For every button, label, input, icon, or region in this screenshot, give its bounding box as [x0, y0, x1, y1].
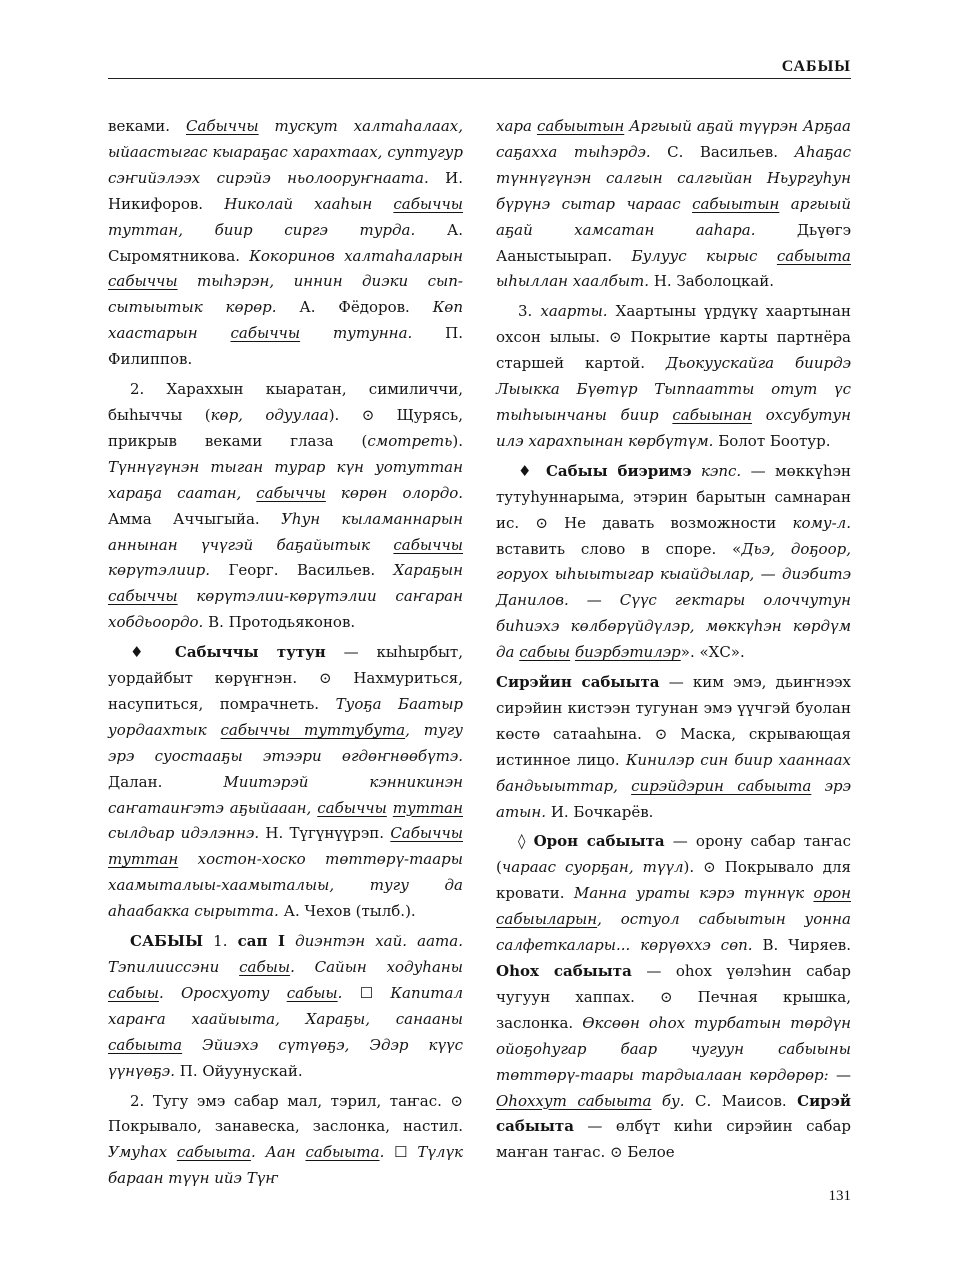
text-run: А. Фёдоров.	[276, 298, 433, 317]
text-run: кэпс.	[691, 461, 742, 480]
text-run: ).	[452, 431, 463, 450]
text-run: — кыһырбыт, уордайбыт көрүҥнэн. ⊙ Нахмуриться, насупиться, помрачнеть.	[108, 643, 463, 713]
right-column	[496, 114, 851, 1170]
headword: сап I	[237, 932, 286, 951]
text-run: А. Сыромятникова.	[108, 220, 463, 265]
example-keyword: сабыытын	[536, 117, 625, 135]
text-run: Туоҕа Баатыр уордаахтык	[108, 694, 464, 739]
example-keyword: сабыыта	[776, 246, 851, 265]
example-keyword: Сабыччы	[185, 117, 259, 135]
example-keyword: сабыытын	[692, 194, 780, 213]
text-run: туттан, биир сиргэ турда.	[108, 220, 416, 239]
text-run: Көп хаастарын	[108, 298, 463, 343]
text-run: — ким эмэ, дьиҥнээх сирэйин кистээн тугунан эмэ үүчгэй буолан көстө сатааһына. ⊙ Маска, скрывающая истинное лицо.	[496, 673, 851, 769]
text-run: Хараҕын	[393, 561, 463, 580]
text-run: көр, одуулаа	[210, 405, 329, 424]
text-run: ». «ХС».	[680, 643, 745, 662]
dictionary-paragraph	[108, 640, 463, 925]
text-run: . Сайын ходуһаны	[290, 958, 463, 976]
example-keyword: туттан	[392, 798, 463, 817]
text-run: , остуол сабыытын уонна салфеткалары... көрүөххэ сөп.	[496, 910, 851, 955]
example-keyword: биэрбэтилэр	[574, 643, 681, 662]
text-run: — мөккүһэн тутуһуннарыма, этэрин барытын самнаран ис. ⊙ Не давать возможности	[496, 461, 851, 532]
headword: Сирэйин сабыыта	[496, 673, 660, 692]
example-keyword: сабыччы	[108, 272, 178, 291]
text-run: — орону сабар таҥас (	[496, 832, 851, 877]
example-keyword: сабыччы	[393, 194, 463, 213]
example-keyword: сабыччы	[256, 483, 326, 502]
text-run: Умуһах	[108, 1143, 177, 1162]
text-run: Манна ураты кэрэ түннүк	[573, 884, 814, 903]
example-keyword: Сабыччы туттан	[108, 824, 463, 869]
headword: ♦ Сабыы биэримэ	[518, 461, 692, 480]
text-run: тускут халтаһалаах, ыйаастыгас кыараҕас харахтаах, суптугур сэҥийэлээх сирэйэ ньолооруҥнаата.	[108, 117, 464, 187]
text-run: ☐	[359, 983, 391, 1002]
dictionary-paragraph	[108, 1089, 463, 1193]
text-run: Кинилэр син биир хааннаах бандьыыттар,	[496, 750, 852, 795]
example-keyword: сабыччы	[108, 587, 178, 606]
dictionary-paragraph	[108, 377, 463, 636]
text-run: ◊	[518, 832, 534, 851]
text-run: . Аан	[250, 1143, 306, 1162]
text-run: Н. Түгүнүүрэп.	[259, 824, 391, 843]
headword: Орон сабыыта	[533, 832, 665, 851]
text-run: С. Маисов.	[684, 1091, 798, 1110]
text-run: И. Бочкарёв.	[546, 802, 654, 821]
text-run: смотреть	[367, 431, 453, 450]
example-keyword: сирэйдэрин сабыыта	[631, 776, 812, 795]
dictionary-paragraph	[496, 829, 851, 1166]
text-run: ыһыллан хаалбыт.	[496, 272, 650, 291]
example-keyword: Оһоххут сабыыта	[496, 1091, 652, 1110]
text-run: ). ⊙ Щурясь, прикрыв веками глаза (	[108, 405, 463, 450]
text-run: 3.	[518, 302, 541, 321]
example-keyword: сабыччы	[393, 535, 463, 554]
text-run: Аргыый аҕай түүрэн Арҕаа саҕахха тыһэрдэ.	[496, 117, 851, 161]
text-run: Уһун кыламаннарын аннынан үчүгэй баҕайытык	[108, 509, 463, 554]
page-number: 131	[828, 1188, 851, 1204]
text-run: . Оросхуоту	[158, 983, 287, 1002]
text-run: Н. Заболоцкай.	[649, 272, 775, 291]
text-run: Аһаҕас түннүгүнэн салгын салгыйан Ньургуһун бүрүнэ сытар чараас	[496, 142, 851, 213]
text-run: И. Никифоров.	[108, 168, 463, 213]
headword: САБЫЫ	[130, 932, 204, 951]
dictionary-paragraph	[496, 459, 851, 666]
text-run: 2. Хараххын кыаратан, симиличчи, быһыччы (	[108, 380, 463, 424]
text-run: сылдьар идэлэннэ.	[108, 824, 260, 843]
text-run: көрөн олордо.	[325, 483, 463, 502]
running-header: САБЫЫ	[781, 58, 851, 75]
headword: Сирэй сабыыта	[496, 1091, 851, 1136]
headword: Оһох сабыыта	[496, 962, 632, 980]
example-keyword: сабыччы	[317, 798, 387, 817]
dictionary-paragraph	[108, 114, 463, 373]
text-run: П. Ойуунускай.	[174, 1061, 303, 1080]
text-run: хаарты.	[540, 302, 608, 321]
dictionary-paragraph	[496, 299, 851, 454]
text-run: көрүтэлии-көрүтэлии саҥаран хобдьоордо.	[108, 587, 463, 632]
dictionary-paragraph	[108, 929, 463, 1084]
text-run: Николай хааһын	[224, 194, 394, 213]
text-run: ). ⊙ Покрывало для кровати.	[496, 858, 851, 903]
text-run: Капитал хараҥа хаайыыта, Хараҕы, санааны	[108, 983, 463, 1028]
text-run: С. Васильев.	[650, 142, 795, 161]
example-keyword: сабыыта	[108, 1035, 183, 1054]
example-keyword: сабыччы туттубута	[220, 720, 406, 739]
text-run: көрүтэлиир.	[108, 561, 211, 580]
text-run: Георг. Васильев.	[210, 561, 394, 580]
text-run: П. Филиппов.	[108, 324, 463, 369]
text-run: Түннүгүнэн тыган турар күн уотуттан хараҕа саатан,	[108, 457, 463, 502]
text-run: Амма Аччыгыйа.	[108, 509, 282, 528]
text-run: Түлүк бараан түүн ийэ Түҥ	[108, 1143, 463, 1188]
text-run: бу.	[651, 1091, 685, 1110]
text-run: Булуус кырыс	[631, 246, 777, 265]
text-run: тутунна.	[300, 324, 413, 343]
headword: ♦ Сабыччы тутун	[130, 643, 326, 662]
text-run: 2. Тугу эмэ сабар мал, тэрил, таҥас. ⊙ Покрывало, занавеска, заслонка, настил.	[108, 1091, 463, 1136]
text-run: — оһох үөлэһин сабар чугуун хаппах. ⊙ Печная крышка, заслонка.	[496, 962, 852, 1032]
text-run: — өлбүт киһи сирэйин сабар маҥан таҥас. ⊙ Белое	[496, 1117, 851, 1162]
text-run: Дьүөгэ Ааныстыырап.	[496, 220, 851, 265]
text-run: Болот Боотур.	[713, 431, 831, 450]
text-run: Миитэрэй кэнникинэн саҥатаиҥэтэ аҕыйааан,	[108, 772, 463, 817]
example-keyword: сабыынан	[672, 405, 752, 424]
text-run: чараас суорҕан, түүл	[501, 858, 684, 877]
example-keyword: сабыччы	[230, 324, 301, 343]
text-run: Дьокуускайга биирдэ Лыыкка Бүөтүр Тыппаатты отут үс тыһыынчаны биир	[496, 354, 851, 424]
text-run: тыһэрэн, иннин диэки сып-сытыытык көрөр.	[108, 272, 463, 317]
example-keyword: сабыыта	[305, 1143, 380, 1162]
text-run: Дьэ, доҕоор, горуох ыһыытыгар кыайдылар, — диэбитэ Данилов. — Сүүс гектары олоччутун биһиэхэ көлбөрүйдүлэр, мөккүһэн көрдүм да	[496, 539, 851, 662]
example-keyword: сабыы	[108, 983, 159, 1002]
dictionary-paragraph	[496, 670, 851, 825]
text-run: 1.	[203, 932, 238, 951]
dictionary-paragraph	[496, 114, 851, 295]
text-run: А. Чехов (тылб.).	[278, 902, 416, 921]
text-run: , тугу эрэ суостааҕы этээри өгдөҥнөөбүтэ.	[108, 720, 463, 765]
text-run: кому-л.	[792, 513, 851, 532]
text-run: веками.	[108, 117, 186, 135]
example-keyword: сабыы	[239, 958, 291, 976]
text-run: вставить слово в споре. «	[496, 539, 742, 558]
text-run: Тэпилииссэни	[108, 958, 240, 976]
example-keyword: сабыы	[286, 983, 338, 1002]
text-run: хара	[496, 117, 537, 135]
header-rule	[108, 78, 851, 79]
text-run: Өксөөн оһох турбатын төрдүн ойоҕоһугар баар чугуун сабыыны төттөрү-таары тардыалаан көрдөрөр: —	[496, 1013, 851, 1084]
text-run: Эйиэхэ сүтүөҕэ, Эдэр күүс үүнүөҕэ.	[108, 1035, 463, 1080]
text-run: Кокоринов халтаһаларын	[249, 246, 463, 265]
example-keyword: сабыыта	[176, 1143, 251, 1162]
text-run: ☐	[394, 1143, 418, 1162]
example-keyword: орон сабыыларын	[496, 884, 851, 929]
left-column	[108, 114, 463, 1196]
text-run: В. Чиряев.	[752, 936, 852, 955]
text-run: .	[337, 983, 360, 1002]
text-run: аргыый аҕай хамсатан ааһара.	[496, 194, 851, 239]
text-run: Далан.	[108, 772, 224, 791]
text-run: диэнтэн хай. аата.	[285, 932, 463, 951]
example-keyword: сабыы	[519, 643, 571, 662]
text-run: хостон-хоско төттөрү-таары хаамыталыы-хаамыталыы, тугу да аһаабакка сырытта.	[108, 850, 463, 921]
text-run: охсубутун илэ харахпынан көрбүтүм.	[496, 405, 851, 450]
text-run: .	[379, 1143, 395, 1162]
text-run: Хаартыны үрдүкү хаартынан охсон ылыы. ⊙ Покрытие карты партнёра старшей картой.	[496, 302, 851, 373]
text-run: эрэ атын.	[496, 776, 851, 821]
text-run: В. Протодьяконов.	[203, 613, 356, 632]
